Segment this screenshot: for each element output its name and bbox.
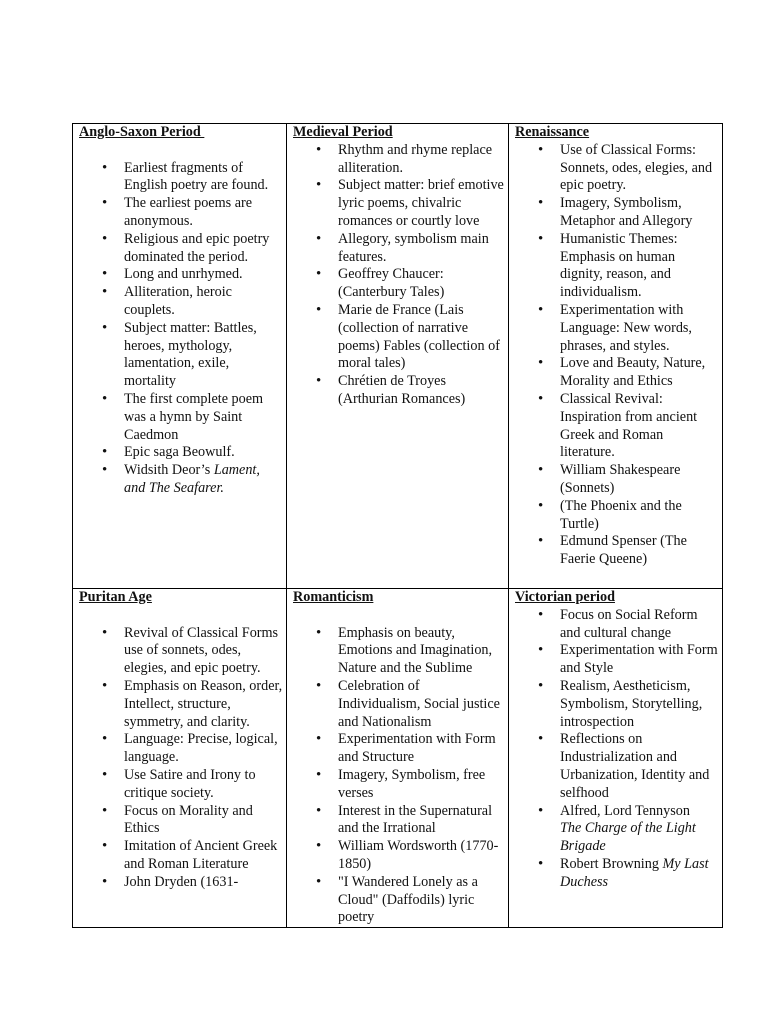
cell-romanticism bbox=[287, 589, 509, 928]
list-item bbox=[560, 856, 719, 892]
bullet-list bbox=[293, 625, 505, 928]
cell-medieval bbox=[287, 124, 509, 589]
list-item: • Humanistic Themes: Emphasis on human dignity, reason, and individualism. bbox=[560, 231, 719, 302]
list-item: • Long and unrhymed. bbox=[124, 266, 283, 284]
section-heading: Romanticism bbox=[293, 589, 374, 605]
list-item: • Love and Beauty, Nature, Morality and Ethics bbox=[560, 355, 719, 391]
bullet-list bbox=[79, 625, 283, 892]
cell-victorian bbox=[509, 589, 723, 928]
list-item: • Focus on Morality and Ethics bbox=[124, 803, 283, 839]
list-item: • Subject matter: Battles, heroes, mythology, lamentation, exile, mortality bbox=[124, 320, 283, 391]
section-heading: Anglo-Saxon Period bbox=[79, 124, 205, 140]
spacer bbox=[79, 607, 283, 625]
spacer bbox=[293, 607, 505, 625]
spacer bbox=[79, 142, 283, 160]
bullet-list bbox=[515, 607, 719, 892]
list-item: • Classical Revival: Inspiration from ancient Greek and Roman literature. bbox=[560, 391, 719, 462]
item-italic-title: My Last Duchess bbox=[560, 855, 709, 890]
item-text: Robert Browning bbox=[560, 855, 663, 872]
list-item: • Experimentation with Form and Style bbox=[560, 642, 719, 678]
list-item: • Language: Precise, logical, language. bbox=[124, 731, 283, 767]
list-item: • (The Phoenix and the Turtle) bbox=[560, 498, 719, 534]
cell-anglo-saxon bbox=[73, 124, 287, 589]
list-item: • Alliteration, heroic couplets. bbox=[124, 284, 283, 320]
list-item: • Subject matter: brief emotive lyric poems, chivalric romances or courtly love bbox=[338, 177, 505, 230]
list-item: • William Shakespeare (Sonnets) bbox=[560, 462, 719, 498]
bullet-list bbox=[515, 142, 719, 569]
section-heading: Victorian period bbox=[515, 589, 615, 605]
item-text: Widsith Deor’s bbox=[124, 462, 214, 479]
list-item: • Emphasis on Reason, order, Intellect, structure, symmetry, and clarity. bbox=[124, 678, 283, 731]
list-item: • Celebration of Individualism, Social justice and Nationalism bbox=[338, 678, 505, 731]
list-item: • Rhythm and rhyme replace alliteration. bbox=[338, 142, 505, 178]
literary-periods-table bbox=[72, 123, 723, 928]
list-item: • Emphasis on beauty, Emotions and Imagination, Nature and the Sublime bbox=[338, 625, 505, 678]
list-item: • "I Wandered Lonely as a Cloud" (Daffodils) lyric poetry bbox=[338, 874, 505, 927]
list-item: • John Dryden (1631- bbox=[124, 874, 283, 892]
section-heading: Puritan Age bbox=[79, 589, 152, 605]
list-item bbox=[124, 462, 283, 498]
list-item: • Earliest fragments of English poetry are found. bbox=[124, 160, 283, 196]
list-item: • Edmund Spenser (The Faerie Queene) bbox=[560, 533, 719, 569]
section-heading: Renaissance bbox=[515, 124, 590, 140]
bullet-list bbox=[293, 142, 505, 409]
list-item: • Reflections on Industrialization and Urbanization, Identity and selfhood bbox=[560, 731, 719, 802]
list-item: • The first complete poem was a hymn by Saint Caedmon bbox=[124, 391, 283, 444]
table-row bbox=[73, 124, 723, 589]
list-item: • Geoffrey Chaucer: (Canterbury Tales) bbox=[338, 266, 505, 302]
item-italic-title: The Charge of the Light Brigade bbox=[560, 820, 696, 855]
list-item: • Imagery, Symbolism, Metaphor and Allegory bbox=[560, 195, 719, 231]
list-item: • William Wordsworth (1770-1850) bbox=[338, 838, 505, 874]
list-item: • Marie de France (Lais (collection of narrative poems) Fables (collection of moral tales) bbox=[338, 302, 505, 373]
item-text: Alfred, Lord Tennyson bbox=[560, 802, 690, 819]
list-item: • Epic saga Beowulf. bbox=[124, 444, 283, 462]
list-item: • Experimentation with Language: New words, phrases, and styles. bbox=[560, 302, 719, 355]
cell-renaissance bbox=[509, 124, 723, 589]
list-item: • Experimentation with Form and Structure bbox=[338, 731, 505, 767]
list-item: • Religious and epic poetry dominated the period. bbox=[124, 231, 283, 267]
list-item: • Realism, Aestheticism, Symbolism, Storytelling, introspection bbox=[560, 678, 719, 731]
section-heading: Medieval Period bbox=[293, 124, 393, 140]
list-item: • Revival of Classical Forms use of sonnets, odes, elegies, and epic poetry. bbox=[124, 625, 283, 678]
list-item: • Chrétien de Troyes (Arthurian Romances) bbox=[338, 373, 505, 409]
list-item: • Focus on Social Reform and cultural change bbox=[560, 607, 719, 643]
table-row bbox=[73, 589, 723, 928]
list-item: • Imitation of Ancient Greek and Roman Literature bbox=[124, 838, 283, 874]
item-italic-title: Lament, and The Seafarer. bbox=[124, 462, 260, 496]
list-item: • Imagery, Symbolism, free verses bbox=[338, 767, 505, 803]
cell-puritan bbox=[73, 589, 287, 928]
list-item: • The earliest poems are anonymous. bbox=[124, 195, 283, 231]
list-item: • Use Satire and Irony to critique society. bbox=[124, 767, 283, 803]
bullet-list bbox=[79, 160, 283, 498]
list-item: • Use of Classical Forms: Sonnets, odes, elegies, and epic poetry. bbox=[560, 142, 719, 195]
list-item: • Interest in the Supernatural and the Irrational bbox=[338, 803, 505, 839]
list-item bbox=[560, 803, 719, 856]
list-item: • Allegory, symbolism main features. bbox=[338, 231, 505, 267]
